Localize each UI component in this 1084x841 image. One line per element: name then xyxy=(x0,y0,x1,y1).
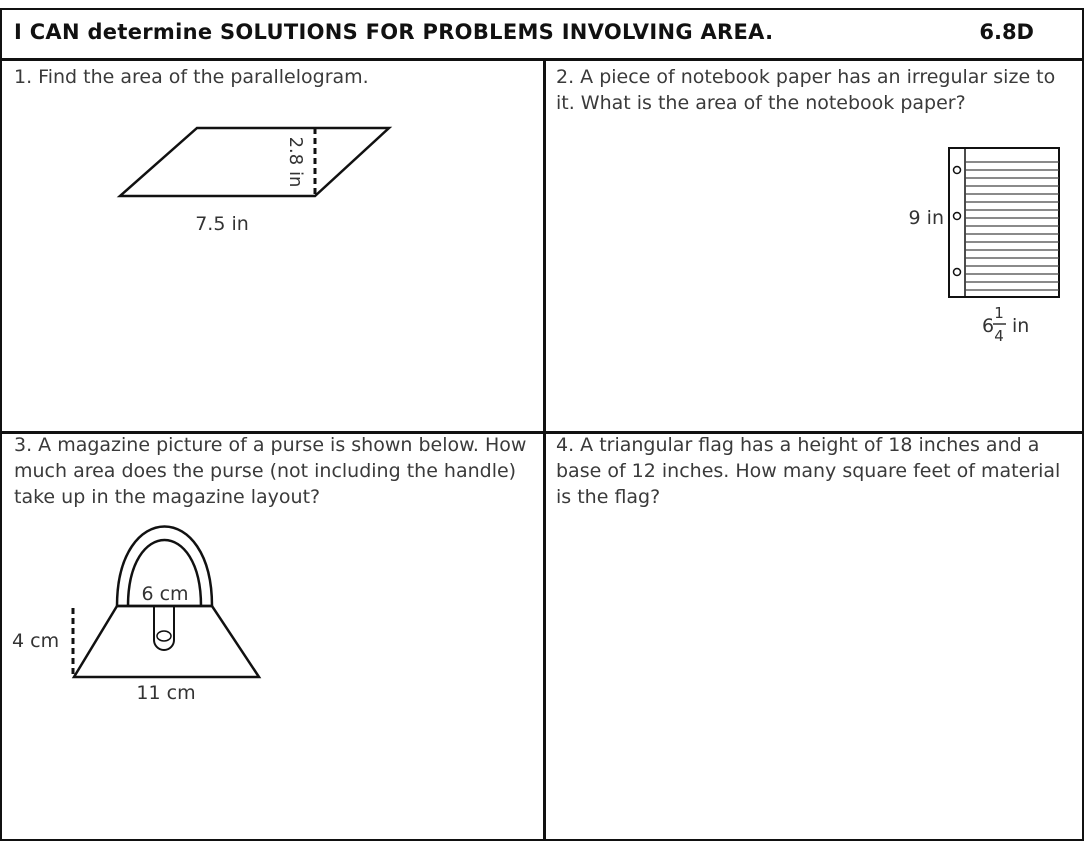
purse-top-label: 6 cm xyxy=(141,583,189,605)
problem-1-text: 1. Find the area of the parallelogram. xyxy=(14,66,369,88)
notebook-height-label: 9 in xyxy=(908,207,944,229)
fraction-whole: 6 xyxy=(981,315,995,337)
fraction-denominator: 4 xyxy=(994,327,1004,345)
problem-2-text: 2. A piece of notebook paper has an irregular size to it. What is the area of the notebook paper? xyxy=(556,66,1056,114)
parallelogram-shape xyxy=(120,128,389,196)
parallelogram-height-label: 2.8 in xyxy=(285,136,306,188)
parallelogram-base-label: 7.5 in xyxy=(195,213,249,235)
header-title: I CAN determine SOLUTIONS FOR PROBLEMS INVOLVING AREA. xyxy=(14,20,774,44)
purse-button-icon xyxy=(157,631,171,641)
fraction-unit: in xyxy=(1012,315,1030,337)
purse-clasp xyxy=(154,606,174,650)
purse-trapezoid xyxy=(74,606,259,677)
notebook-paper-figure xyxy=(909,148,1059,345)
standard-code: 6.8D xyxy=(979,20,1034,44)
purse-figure xyxy=(12,527,259,705)
parallelogram-figure xyxy=(120,128,389,235)
purse-base-label: 11 cm xyxy=(136,682,196,704)
problem-3-text: 3. A magazine picture of a purse is shown below. How much area does the purse (not including the handle) take up in the magazine layout? xyxy=(14,434,527,508)
purse-height-label: 4 cm xyxy=(12,630,60,652)
fraction-numerator: 1 xyxy=(994,304,1004,322)
problem-4-text: 4. A triangular flag has a height of 18 inches and a base of 12 inches. How many square feet of material is the flag? xyxy=(556,434,1061,508)
notebook-width-label xyxy=(982,304,1029,345)
